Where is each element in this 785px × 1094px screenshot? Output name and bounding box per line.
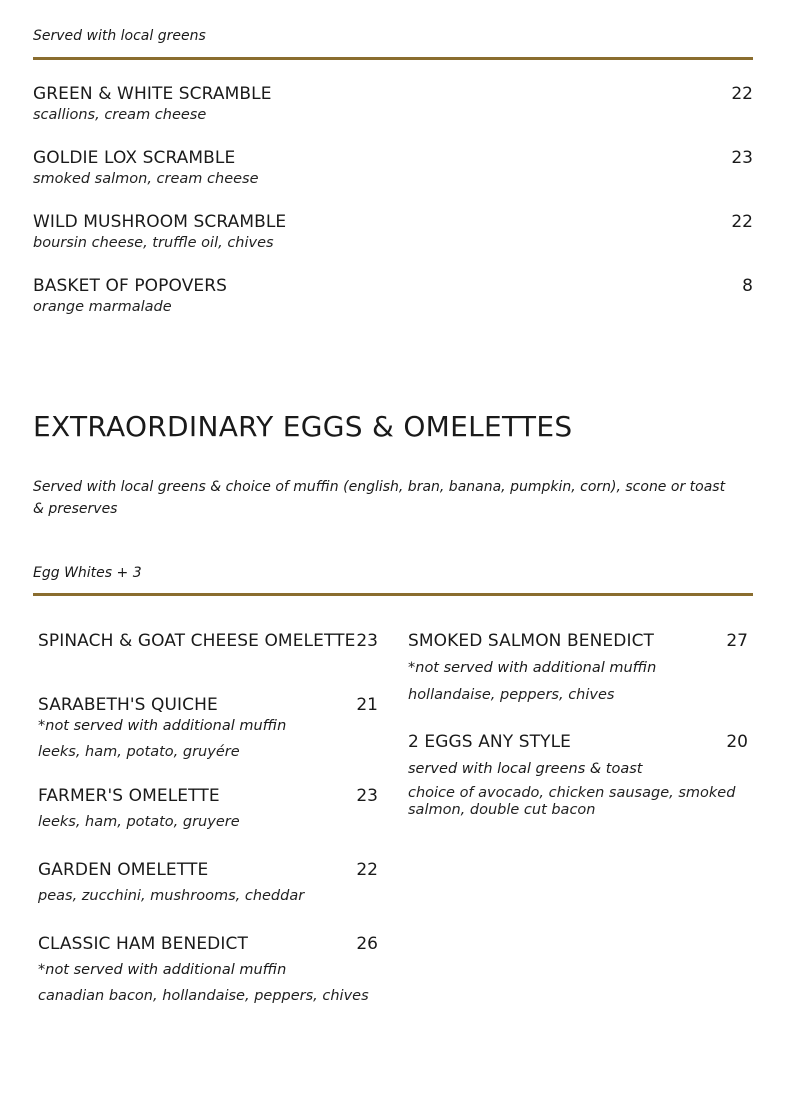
item-price: 27: [726, 631, 748, 651]
item-name: GARDEN OMELETTE: [38, 860, 209, 880]
item-price: 8: [742, 276, 753, 296]
item-note: *not served with additional muffin: [408, 660, 657, 676]
item-description: smoked salmon, cream cheese: [33, 171, 259, 187]
menu-item: [408, 631, 748, 705]
menu-item: [33, 276, 753, 315]
menu-item: [38, 934, 378, 1006]
item-description: leeks, ham, potato, gruyere: [38, 814, 240, 830]
item-name: BASKET OF POPOVERS: [33, 276, 228, 296]
item-price: 23: [356, 786, 378, 806]
menu-item: [38, 695, 378, 762]
item-description: scallions, cream cheese: [33, 107, 207, 123]
item-description: orange marmalade: [33, 299, 172, 315]
item-description: hollandaise, peppers, chives: [408, 687, 615, 703]
menu-item: [408, 732, 748, 819]
menu-item: [33, 84, 753, 123]
item-note: served with local greens & toast: [408, 761, 643, 777]
menu-item: [38, 631, 378, 651]
item-name: WILD MUSHROOM SCRAMBLE: [33, 212, 287, 232]
item-price: 26: [356, 934, 378, 954]
item-name: SARABETH'S QUICHE: [38, 695, 218, 715]
item-price: 22: [731, 84, 753, 104]
item-description: choice of avocado, chicken sausage, smoked salmon, double cut bacon: [408, 785, 736, 818]
menu-item: [33, 212, 753, 251]
item-price: 21: [356, 695, 378, 715]
section-divider-eggs: [33, 593, 753, 596]
section-divider-top: [33, 57, 753, 60]
item-description: leeks, ham, potato, gruyére: [38, 744, 240, 760]
item-description: canadian bacon, hollandaise, peppers, chives: [38, 988, 369, 1004]
served-note-eggs: Served with local greens & choice of muffin (english, bran, banana, pumpkin, corn), scone or toast & preserves: [33, 479, 726, 517]
item-name: CLASSIC HAM BENEDICT: [38, 934, 248, 954]
item-name: 2 EGGS ANY STYLE: [408, 732, 572, 752]
item-name: GOLDIE LOX SCRAMBLE: [33, 148, 236, 168]
served-note-top: Served with local greens: [33, 28, 206, 44]
menu-item: [33, 148, 753, 187]
menu-item: [38, 786, 378, 832]
item-description: boursin cheese, truffle oil, chives: [33, 235, 274, 251]
item-price: 20: [726, 732, 748, 752]
egg-whites-note: Egg Whites + 3: [33, 565, 142, 581]
item-name: SPINACH & GOAT CHEESE OMELETTE: [38, 631, 356, 651]
item-name: GREEN & WHITE SCRAMBLE: [33, 84, 272, 104]
item-note: *not served with additional muffin: [38, 718, 287, 734]
item-price: 23: [731, 148, 753, 168]
item-price: 22: [356, 860, 378, 880]
item-note: *not served with additional muffin: [38, 962, 287, 978]
section-title: EXTRAORDINARY EGGS & OMELETTES: [33, 410, 573, 443]
item-description: peas, zucchini, mushrooms, cheddar: [38, 888, 305, 904]
item-name: SMOKED SALMON BENEDICT: [408, 631, 655, 651]
menu-item: [38, 860, 378, 906]
item-price: 22: [731, 212, 753, 232]
item-price: 23: [356, 631, 378, 651]
item-name: FARMER'S OMELETTE: [38, 786, 220, 806]
